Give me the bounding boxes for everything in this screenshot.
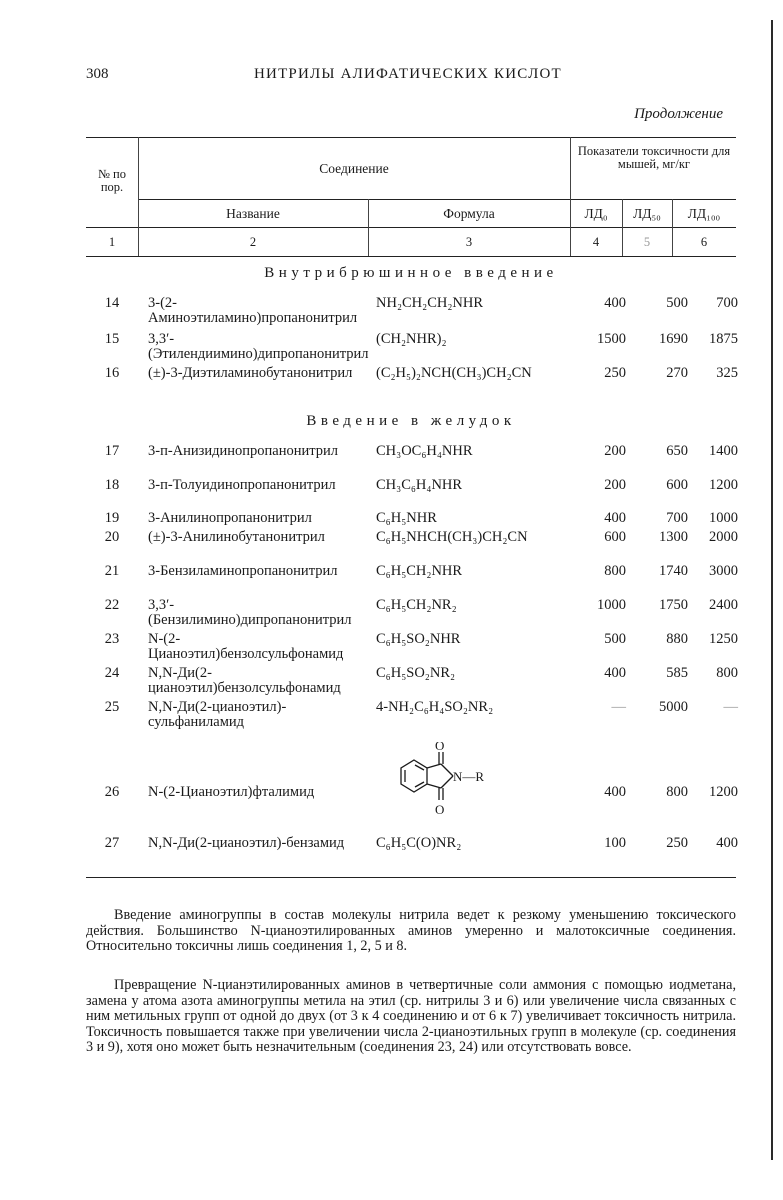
header-num: № по пор. — [98, 167, 126, 194]
table-bottom-rule — [86, 877, 736, 878]
row-number: 25 — [104, 699, 120, 715]
ld0-value: 100 — [604, 835, 626, 851]
running-head — [86, 66, 726, 86]
ld50-value: 880 — [666, 631, 688, 647]
compound-name: 3,3′-(Этилендиимино)дипропанонитрил — [148, 331, 369, 362]
ld100-value: 700 — [716, 295, 738, 311]
header-formula: Формула — [443, 206, 495, 221]
compound-name: N,N-Ди(2-цианоэтил)-сульфаниламид — [148, 699, 287, 730]
ld50-value: 700 — [666, 510, 688, 526]
ld50-value: 1750 — [659, 597, 688, 613]
compound-formula: C₆H₅NHCH(CH₃)CH₂CN — [376, 529, 528, 545]
row-number: 18 — [104, 477, 120, 493]
compound-name: 3-п-Толуидинопропанонитрил — [148, 477, 336, 493]
ld50-value: 1740 — [659, 563, 688, 579]
ld50-value: 800 — [666, 784, 688, 800]
ld50-value: 650 — [666, 443, 688, 459]
compound-formula: NH₂CH₂CH₂NHR — [376, 295, 484, 311]
compound-formula: C₆H₅NHR — [376, 510, 437, 526]
ld100-value: 1000 — [709, 510, 738, 526]
ld50-value: 5000 — [659, 699, 688, 715]
row-number: 14 — [104, 295, 120, 311]
page-number: 308 — [86, 66, 109, 82]
row-number: 16 — [104, 365, 120, 381]
ld50-value: 585 — [666, 665, 688, 681]
imide-bond — [441, 776, 453, 788]
ld0-value: 600 — [604, 529, 626, 545]
compound-name: 3,3′-(Бензилимино)дипропанонитрил — [148, 597, 352, 628]
ld50-value: 270 — [666, 365, 688, 381]
ld100-value: 1200 — [709, 477, 738, 493]
continuation-label: Продолжение — [634, 106, 723, 122]
col-number: 3 — [465, 235, 473, 249]
ld0-value: — — [611, 699, 626, 715]
row-number: 17 — [104, 443, 120, 459]
imide-bond — [427, 784, 441, 788]
compound-formula: C₆H₅CH₂NHR — [376, 563, 463, 579]
header-ld50: ЛД₅₀ — [633, 206, 661, 221]
ld50-value: 600 — [666, 477, 688, 493]
compound-name: 3-Бензиламинопропанонитрил — [148, 563, 338, 579]
header-sub-rule — [138, 199, 736, 200]
body-paragraph: Введение аминогруппы в состав молекулы нитрила ведет к резкому уменьшению токсического действия. Большинство N-цианоэтилированных аминов умеренно и малотоксичные соединения. Относительно токсичны лишь соединения 1, 2, 5 и 8. — [86, 907, 736, 955]
compound-name: 3-п-Анизидинопропанонитрил — [148, 443, 339, 459]
ld0-value: 200 — [604, 443, 626, 459]
ld0-value: 400 — [604, 510, 626, 526]
header-ld100: ЛД₁₀₀ — [687, 206, 721, 221]
ld0-value: 800 — [604, 563, 626, 579]
table-top-rule — [86, 137, 736, 138]
compound-name: N-(2-Цианоэтил)фталимид — [148, 784, 315, 800]
row-number: 26 — [104, 784, 120, 800]
header-toxicity: Показатели токсичности для мышей, мг/кг — [577, 144, 731, 171]
compound-formula: (C₂H₅)₂NCH(CH₃)CH₂CN — [376, 365, 532, 381]
header-name: Название — [226, 206, 280, 221]
section-title-oral: Введение в желудок — [306, 413, 516, 429]
ld100-value: 2000 — [709, 529, 738, 545]
compound-name: (±)-3-Диэтиламинобутанонитрил — [148, 365, 353, 381]
col-number: 5 — [643, 235, 651, 249]
ld100-value: 325 — [716, 365, 738, 381]
row-number: 19 — [104, 510, 120, 526]
ld100-value: 3000 — [709, 563, 738, 579]
ld0-value: 400 — [604, 665, 626, 681]
ld0-value: 400 — [604, 784, 626, 800]
compound-formula: C₆H₅SO₂NR₂ — [376, 665, 456, 681]
col-number: 4 — [592, 235, 600, 249]
compound-formula: C₆H₅SO₂NHR — [376, 631, 461, 647]
ld100-value: 1875 — [709, 331, 738, 347]
compound-name: N,N-Ди(2-цианоэтил)-бензамид — [148, 835, 345, 851]
header-ld0: ЛД₀ — [584, 206, 608, 221]
ld100-value: 1400 — [709, 443, 738, 459]
chapter-title: НИТРИЛЫ АЛИФАТИЧЕСКИХ КИСЛОТ — [254, 66, 562, 82]
oxygen-label-top: O — [435, 742, 445, 753]
oxygen-label-bottom: O — [435, 802, 445, 817]
phthalimide-bonds — [401, 752, 453, 800]
row-number: 15 — [104, 331, 120, 347]
compound-name: 3-(2-Аминоэтиламино)пропанонитрил — [148, 295, 358, 326]
ld100-value: 400 — [716, 835, 738, 851]
ld50-value: 500 — [666, 295, 688, 311]
row-number: 22 — [104, 597, 120, 613]
compound-name: 3-Анилинопропанонитрил — [148, 510, 312, 526]
ld0-value: 1000 — [597, 597, 626, 613]
ld100-value: — — [723, 699, 738, 715]
row-number: 21 — [104, 563, 120, 579]
compound-formula: CH₃OC₆H₄NHR — [376, 443, 473, 459]
compound-name: N,N-Ди(2-цианоэтил)бензолсульфонамид — [148, 665, 341, 696]
compound-name: N-(2-Цианоэтил)бензолсульфонамид — [148, 631, 344, 662]
row-number: 23 — [104, 631, 120, 647]
ld0-value: 500 — [604, 631, 626, 647]
header-compound: Соединение — [319, 161, 389, 176]
compound-formula: 4-NH₂C₆H₄SO₂NR₂ — [376, 699, 494, 715]
compound-name: (±)-3-Анилинобутанонитрил — [148, 529, 325, 545]
col-number: 1 — [108, 235, 116, 249]
ld50-value: 1300 — [659, 529, 688, 545]
ld0-value: 250 — [604, 365, 626, 381]
ld50-value: 1690 — [659, 331, 688, 347]
compound-formula: C₆H₅C(O)NR₂ — [376, 835, 462, 851]
section-title-intraperitoneal: Внутрибрюшинное введение — [264, 265, 558, 281]
col-number: 2 — [249, 235, 257, 249]
header-rule — [86, 227, 736, 228]
imide-bond — [441, 764, 453, 776]
compound-formula: (CH₂NHR)₂ — [376, 331, 447, 347]
ld0-value: 200 — [604, 477, 626, 493]
col-number: 6 — [700, 235, 708, 249]
row-number: 20 — [104, 529, 120, 545]
ld100-value: 1200 — [709, 784, 738, 800]
compound-formula: CH₃C₆H₄NHR — [376, 477, 463, 493]
imide-bond — [427, 764, 441, 768]
row-number: 24 — [104, 665, 120, 681]
ld50-value: 250 — [666, 835, 688, 851]
ld100-value: 1250 — [709, 631, 738, 647]
nitrogen-label: N—R — [453, 769, 485, 784]
scan-edge-shadow — [771, 20, 773, 1160]
colnum-rule — [86, 256, 736, 257]
ld100-value: 2400 — [709, 597, 738, 613]
body-paragraph: Превращение N-цианэтилированных аминов в четвертичные соли аммония с помощью иодметана, замена у атома азота аминогруппы метила на этил (ср. нитрилы 3 и 6) или увеличение числа связанных с ним метильных групп от одной до двух (от 3 к 4 соединению и от 6 к 7) увеличивает токсичность нитрила. Токсичность повышается также при увеличении числа 2-цианоэтильных групп в молекуле (ср. соединения 3 и 9), хотя оно может быть незначительным (соединения 23, 24) или отсутствовать вовсе. — [86, 977, 736, 1056]
row-number: 27 — [104, 835, 120, 851]
ld100-value: 800 — [716, 665, 738, 681]
ld0-value: 400 — [604, 295, 626, 311]
phthalimide-structure — [380, 742, 510, 832]
compound-formula: C₆H₅CH₂NR₂ — [376, 597, 457, 613]
ld0-value: 1500 — [597, 331, 626, 347]
